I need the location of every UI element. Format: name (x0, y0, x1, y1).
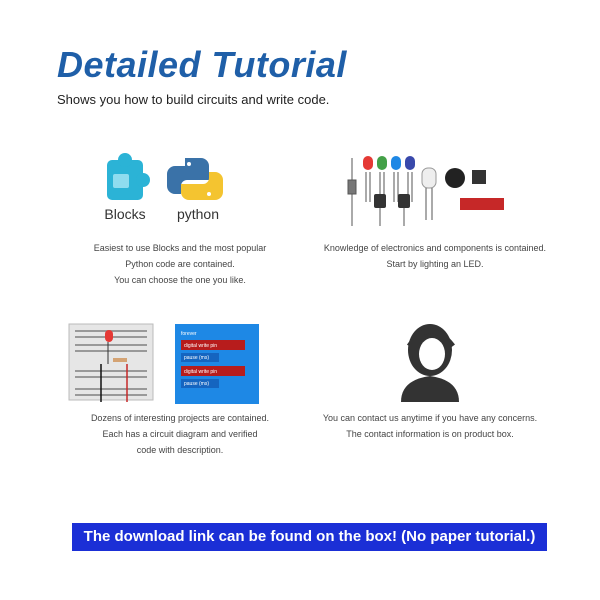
components-illustration (290, 150, 580, 236)
download-banner: The download link can be found on the box! (No paper tutorial.) (72, 523, 547, 551)
led-components-icon (290, 150, 580, 236)
page-subtitle: Shows you how to build circuits and write code. (57, 92, 330, 107)
panel-caption (35, 410, 325, 458)
caption-line: Easiest to use Blocks and the most popular (93, 243, 267, 253)
panel-caption (35, 240, 325, 288)
blocks-puzzle-icon (107, 153, 150, 200)
python-label: python (176, 206, 220, 222)
panel-projects (35, 320, 325, 458)
blocks-label: Blocks (104, 206, 146, 222)
caption-line: You can contact us anytime if you have any concerns. (322, 413, 538, 423)
panel-support (285, 320, 575, 442)
code-write-1: digital write pin (184, 343, 218, 349)
code-pause-2: pause (ms) (184, 381, 210, 387)
panel-caption (285, 410, 575, 442)
panel-blocks-python (35, 150, 325, 288)
customer-support-headset-icon (285, 320, 575, 406)
caption-line: Python code are contained. (125, 259, 235, 269)
caption-line: code with description. (136, 445, 224, 455)
projects-svg (35, 320, 325, 406)
caption-line: You can choose the one you like. (114, 275, 246, 285)
caption-line: Knowledge of electronics and components is contained. (323, 243, 547, 253)
projects-illustration (35, 320, 325, 406)
caption-line: The contact information is on product box. (346, 429, 514, 439)
code-write-2: digital write pin (184, 369, 218, 375)
caption-line: Each has a circuit diagram and verified (102, 429, 258, 439)
blocks-python-svg (35, 150, 325, 236)
caption-line: Dozens of interesting projects are contained. (90, 413, 270, 423)
page-title: Detailed Tutorial (57, 44, 347, 85)
blocks-python-illustration (35, 150, 325, 236)
block-code-icon (175, 324, 259, 404)
breadboard-circuit-icon (69, 324, 153, 402)
code-pause-1: pause (ms) (184, 355, 210, 361)
support-illustration (285, 320, 575, 406)
code-forever: forever (181, 331, 197, 337)
panel-components (290, 150, 580, 272)
panel-caption (290, 240, 580, 272)
caption-line: Start by lighting an LED. (386, 259, 484, 269)
python-logo-icon (167, 158, 223, 200)
